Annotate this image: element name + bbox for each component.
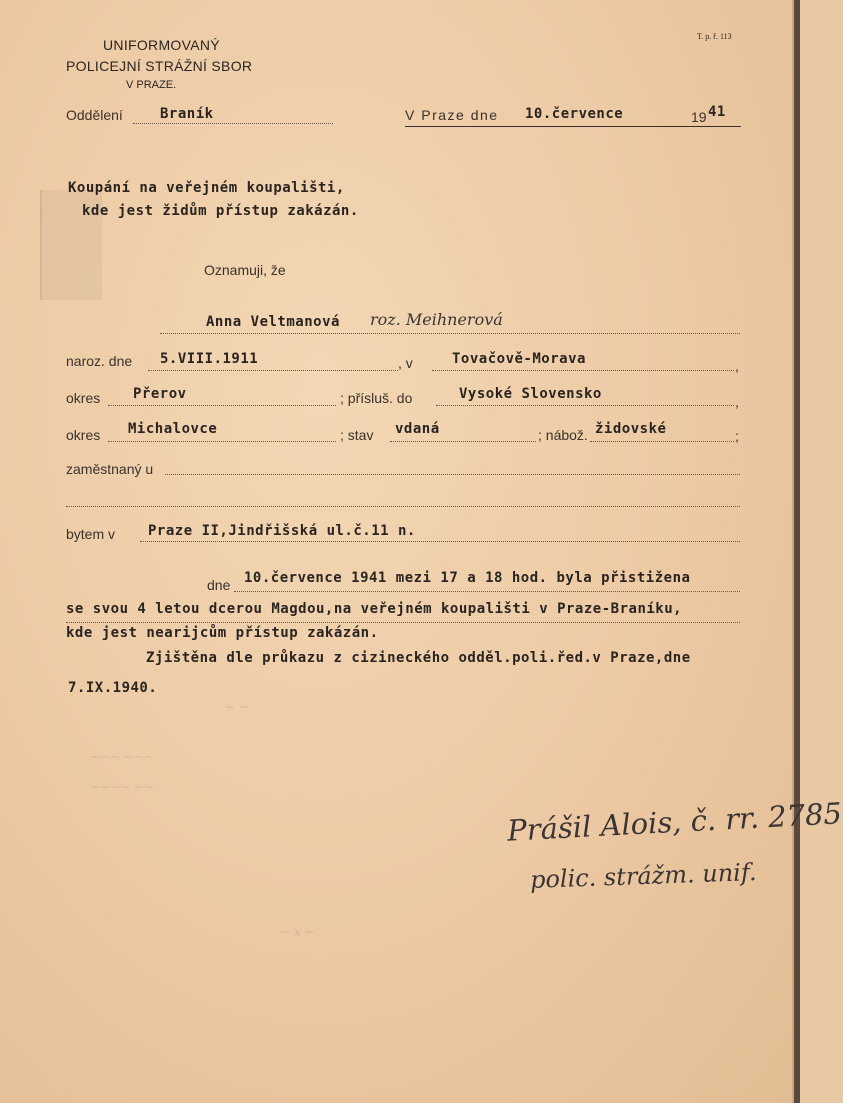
employed-label: zaměstnaný u bbox=[66, 461, 154, 477]
signature-line1: Prášil Alois, č. rr. 2785 bbox=[506, 796, 843, 848]
born-date-line bbox=[148, 370, 398, 371]
born-date: 5.VIII.1911 bbox=[160, 351, 259, 367]
dne-label: dne bbox=[207, 577, 231, 593]
belong-label: ; přísluš. do bbox=[340, 390, 413, 406]
announce-text: Oznamuji, že bbox=[204, 262, 286, 278]
religion-label: ; nábož. bbox=[538, 427, 588, 443]
date-value: 10.července bbox=[525, 106, 624, 122]
district-line-2 bbox=[108, 441, 336, 442]
body-line2-rule bbox=[66, 622, 740, 623]
born-in-sep: , v bbox=[398, 355, 413, 371]
bleed-through-mark: ~~~ ~~~ bbox=[90, 750, 155, 764]
residence-value: Praze II,Jindřišská ul.č.11 n. bbox=[148, 523, 416, 539]
subject-line1: Koupání na veřejném koupališti, bbox=[68, 180, 345, 196]
residence-label: bytem v bbox=[66, 526, 116, 542]
date-prefix: V Praze dne bbox=[405, 107, 499, 123]
body-line4: Zjištěna dle průkazu z cizineckého odděl.poli.řed.v Praze,dne bbox=[146, 650, 691, 666]
belong-line bbox=[436, 405, 734, 406]
department-line bbox=[133, 123, 333, 124]
header-rule bbox=[405, 126, 741, 127]
bleed-through-mark: ~ ~ bbox=[225, 700, 249, 714]
person-name: Anna Veltmanová bbox=[206, 314, 340, 330]
name-line bbox=[160, 333, 740, 334]
bleed-through-mark: ~~~~ ~~ bbox=[90, 780, 155, 794]
district-value-1: Přerov bbox=[133, 386, 187, 402]
page-edge-shadow bbox=[792, 0, 794, 1103]
district-value-2: Michalovce bbox=[128, 421, 218, 437]
district-label-2: okres bbox=[66, 427, 101, 443]
status-line bbox=[390, 441, 536, 442]
body-line5: 7.IX.1940. bbox=[68, 680, 158, 696]
maiden-name-handwritten: roz. Meihnerová bbox=[370, 310, 503, 329]
body-line1-rule bbox=[234, 591, 740, 592]
status-value: vdaná bbox=[395, 421, 440, 437]
signature-line2: polic. strážm. unif. bbox=[529, 858, 757, 894]
org-name-line3: V PRAZE. bbox=[126, 79, 177, 91]
status-label: ; stav bbox=[340, 427, 374, 443]
department-value: Braník bbox=[160, 106, 214, 122]
belong-place: Vysoké Slovensko bbox=[459, 386, 602, 402]
district-label-1: okres bbox=[66, 390, 101, 406]
born-label: naroz. dne bbox=[66, 353, 133, 369]
form-code: T. p. ř. 113 bbox=[697, 32, 732, 41]
born-place-line bbox=[432, 370, 734, 371]
body-line2: se svou 4 letou dcerou Magdou,na veřejném koupališti v Praze-Braníku, bbox=[66, 601, 683, 617]
body-line3: kde jest nearijcům přístup zakázán. bbox=[66, 625, 379, 641]
org-name-line1: UNIFORMOVANÝ bbox=[103, 37, 220, 53]
year-suffix: 41 bbox=[708, 104, 726, 120]
body-line1: 10.července 1941 mezi 17 a 18 hod. byla přistižena bbox=[244, 570, 691, 586]
district-line-1 bbox=[108, 405, 336, 406]
subject-line2: kde jest židům přístup zakázán. bbox=[82, 203, 359, 219]
department-label: Oddělení bbox=[66, 107, 123, 123]
born-place: Tovačově-Morava bbox=[452, 351, 586, 367]
police-report-page: UNIFORMOVANÝ POLICEJNÍ STRÁŽNÍ SBOR V PRAZE. T. p. ř. 113 Oddělení Braník V Praze dne 10.července 19 41 Koupání na veřejném koupališti, kde jest židům přístup zakázán. Oznamuji, že Anna Veltmanová roz. Meihnerová naroz. dne 5.VIII.1911 , v Tovačově-Morava , okres Přerov ; přísluš. do Vysoké Slovensko , okres Michalovce ; stav vdaná ; nábož. židovské ; zaměstnaný u bytem v Praze II,Jindřišská ul.č.11 n. dne 10.července 1941 mezi 17 a 18 hod. byla přistižena se svou 4 letou dcerou Magdou,na veřejném koupališti v Praze-Braníku, kde jest nearijcům přístup zakázán. Zjištěna dle průkazu z cizineckého odděl.poli.řed.v Praze,dne 7.IX.1940. ~ ~ ~~~ ~~~ ~~~~ ~~ ~ x ~ Prášil Alois, č. rr. 2785 polic. strážm. unif. bbox=[0, 0, 800, 1103]
religion-value: židovské bbox=[595, 421, 667, 437]
org-name-line2: POLICEJNÍ STRÁŽNÍ SBOR bbox=[66, 58, 253, 74]
employed-line-2 bbox=[66, 506, 740, 507]
bleed-through-mark: ~ x ~ bbox=[280, 925, 315, 939]
employed-line bbox=[165, 474, 740, 475]
year-prefix: 19 bbox=[691, 109, 707, 125]
residence-line bbox=[140, 541, 740, 542]
page-edge bbox=[794, 0, 800, 1103]
religion-line bbox=[590, 441, 734, 442]
